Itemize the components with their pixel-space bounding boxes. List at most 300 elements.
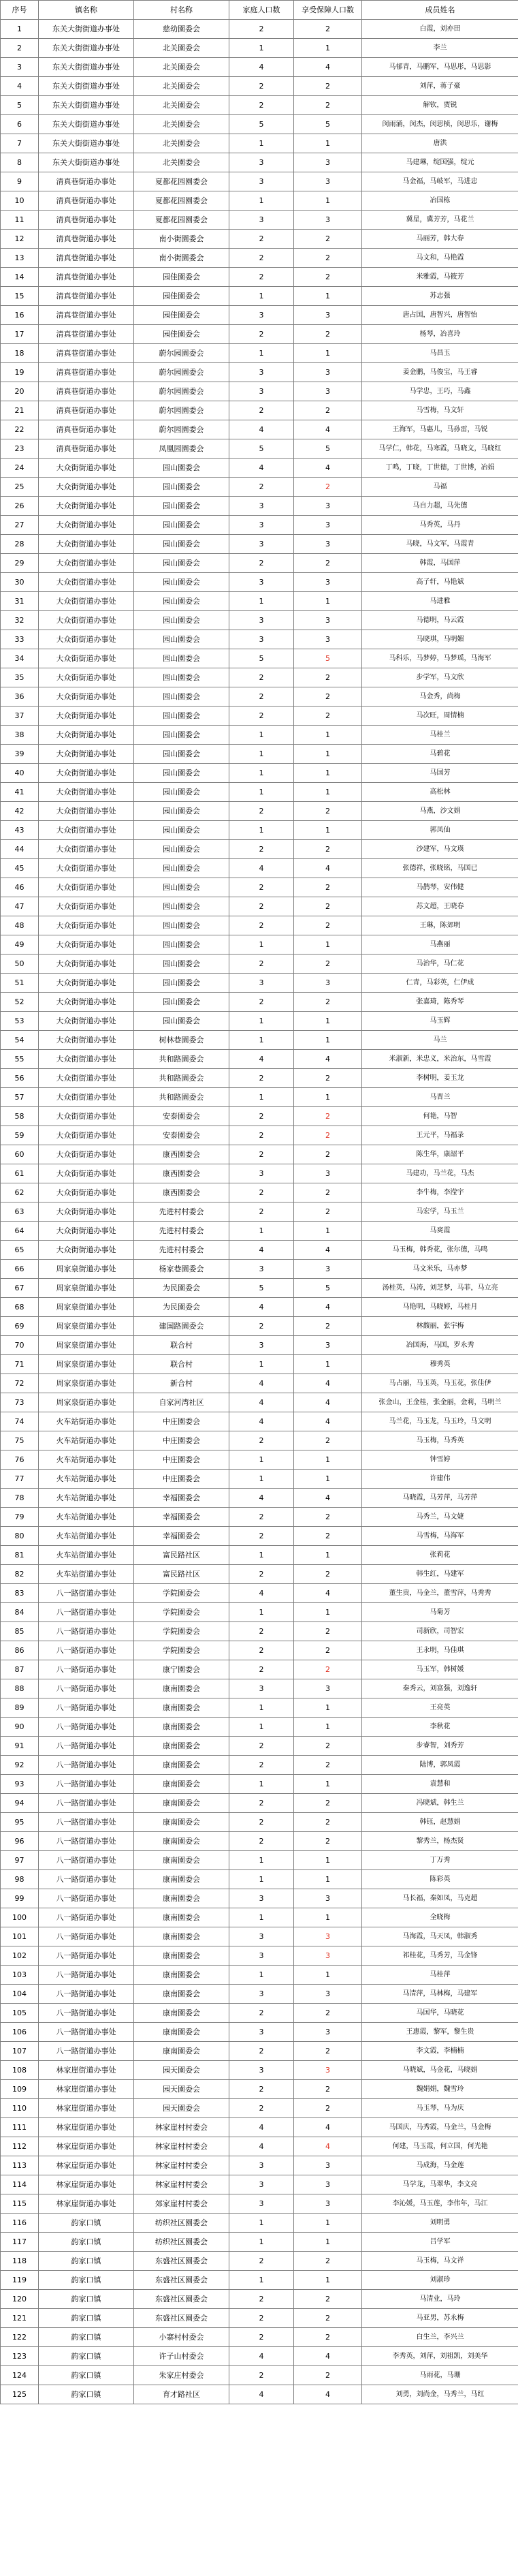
covered-count: 2 <box>294 897 362 916</box>
table-row <box>1 1851 518 1870</box>
row-number: 19 <box>1 363 39 382</box>
row-number: 77 <box>1 1470 39 1489</box>
member-names: 唐占国，唐智兴，唐智怡 <box>362 306 518 325</box>
town-name: 清真巷街道办事处 <box>39 363 134 382</box>
table-row <box>1 1355 518 1374</box>
town-name: 八一路街道办事处 <box>39 1794 134 1813</box>
row-number: 101 <box>1 1927 39 1946</box>
row-number: 79 <box>1 1508 39 1527</box>
member-names: 马福 <box>362 478 518 497</box>
table-row <box>1 1508 518 1527</box>
row-number: 93 <box>1 1775 39 1794</box>
family-count: 2 <box>229 1107 294 1126</box>
covered-count: 3 <box>294 516 362 535</box>
covered-count: 4 <box>294 459 362 478</box>
member-names: 刘明勇 <box>362 2214 518 2233</box>
covered-count: 4 <box>294 1412 362 1431</box>
covered-count: 1 <box>294 1088 362 1107</box>
covered-count: 3 <box>294 1260 362 1279</box>
member-names: 马雨花，马珊 <box>362 2366 518 2385</box>
member-names: 马艳明，马晓婷，马桂月 <box>362 1298 518 1317</box>
row-number: 88 <box>1 1679 39 1698</box>
covered-count: 1 <box>294 745 362 764</box>
village-name: 北关園委会 <box>134 77 229 96</box>
village-name: 园山園委会 <box>134 687 229 707</box>
village-name: 东盛社区園委会 <box>134 2290 229 2309</box>
member-names: 马建琳，绽国强，绽元 <box>362 153 518 172</box>
row-number: 24 <box>1 459 39 478</box>
village-name: 康南園委会 <box>134 1870 229 1889</box>
town-name: 周家泉街道办事处 <box>39 1355 134 1374</box>
town-name: 大众街街道办事处 <box>39 1241 134 1260</box>
family-count: 1 <box>229 134 294 153</box>
town-name: 大众街街道办事处 <box>39 955 134 974</box>
village-name: 北关園委会 <box>134 134 229 153</box>
table-row <box>1 1183 518 1202</box>
family-count: 3 <box>229 573 294 592</box>
table-row <box>1 2004 518 2023</box>
town-name: 火车站街道办事处 <box>39 1527 134 1546</box>
village-name: 园山園委会 <box>134 554 229 573</box>
member-names: 马燕丽 <box>362 935 518 955</box>
member-names: 张嘉琦，陈秀琴 <box>362 993 518 1012</box>
row-number: 96 <box>1 1832 39 1851</box>
table-row <box>1 687 518 707</box>
member-names: 仁青，马彩英，仁伊成 <box>362 974 518 993</box>
row-number: 33 <box>1 630 39 649</box>
village-name: 园山園委会 <box>134 993 229 1012</box>
covered-count: 1 <box>294 1355 362 1374</box>
town-name: 大众街街道办事处 <box>39 668 134 687</box>
family-count: 1 <box>229 287 294 306</box>
town-name: 周家泉街道办事处 <box>39 1374 134 1393</box>
row-number: 124 <box>1 2366 39 2385</box>
table-row <box>1 1470 518 1489</box>
town-name: 清真巷街道办事处 <box>39 306 134 325</box>
table-row <box>1 2309 518 2328</box>
row-number: 50 <box>1 955 39 974</box>
table-row <box>1 1527 518 1546</box>
village-name: 林家崖村村委会 <box>134 2156 229 2175</box>
member-names: 马文米乐，马亦梦 <box>362 1260 518 1279</box>
town-name: 大众街街道办事处 <box>39 478 134 497</box>
family-count: 2 <box>229 1813 294 1832</box>
covered-count: 4 <box>294 859 362 878</box>
table-row <box>1 592 518 611</box>
covered-count: 1 <box>294 1775 362 1794</box>
row-number: 82 <box>1 1565 39 1584</box>
family-count: 2 <box>229 840 294 859</box>
table-row <box>1 764 518 783</box>
row-number: 81 <box>1 1546 39 1565</box>
town-name: 周家泉街道办事处 <box>39 1298 134 1317</box>
member-names: 司新欣，司智宏 <box>362 1622 518 1641</box>
town-name: 大众街街道办事处 <box>39 649 134 668</box>
covered-count: 3 <box>294 1336 362 1355</box>
town-name: 大众街街道办事处 <box>39 516 134 535</box>
town-name: 清真巷街道办事处 <box>39 249 134 268</box>
village-name: 林家崖村村委会 <box>134 2118 229 2137</box>
row-number: 69 <box>1 1317 39 1336</box>
family-count: 4 <box>229 1374 294 1393</box>
row-number: 99 <box>1 1889 39 1908</box>
table-row <box>1 2252 518 2271</box>
village-name: 东盛社区園委会 <box>134 2252 229 2271</box>
covered-count: 3 <box>294 1985 362 2004</box>
village-name: 康南園委会 <box>134 1889 229 1908</box>
covered-count: 1 <box>294 935 362 955</box>
village-name: 康南園委会 <box>134 1966 229 1985</box>
member-names: 马自力超，马先德 <box>362 497 518 516</box>
row-number: 39 <box>1 745 39 764</box>
village-name: 园山園委会 <box>134 916 229 935</box>
family-count: 2 <box>229 1431 294 1450</box>
town-name: 清真巷街道办事处 <box>39 287 134 306</box>
town-name: 林家崖街道办事处 <box>39 2099 134 2118</box>
town-name: 大众街街道办事处 <box>39 897 134 916</box>
village-name: 学院園委会 <box>134 1622 229 1641</box>
member-names: 马桂兰 <box>362 726 518 745</box>
covered-count: 2 <box>294 2366 362 2385</box>
village-name: 康西園委会 <box>134 1183 229 1202</box>
town-name: 大众街街道办事处 <box>39 1069 134 1088</box>
village-name: 北关園委会 <box>134 153 229 172</box>
row-number: 108 <box>1 2061 39 2080</box>
family-count: 3 <box>229 1164 294 1183</box>
member-names: 马秀英，马丹 <box>362 516 518 535</box>
row-number: 38 <box>1 726 39 745</box>
table-row <box>1 1966 518 1985</box>
town-name: 清真巷街道办事处 <box>39 420 134 439</box>
row-number: 48 <box>1 916 39 935</box>
village-name: 园山園委会 <box>134 935 229 955</box>
village-name: 康南園委会 <box>134 1756 229 1775</box>
village-name: 慈幼園委会 <box>134 20 229 39</box>
covered-count: 3 <box>294 1889 362 1908</box>
member-names: 马进雅 <box>362 592 518 611</box>
table-row <box>1 230 518 249</box>
village-name: 富民路社区 <box>134 1565 229 1584</box>
village-name: 共和路園委会 <box>134 1050 229 1069</box>
town-name: 林家崖街道办事处 <box>39 2061 134 2080</box>
family-count: 3 <box>229 516 294 535</box>
table-row <box>1 745 518 764</box>
family-count: 2 <box>229 993 294 1012</box>
member-names: 马治华，马仁花 <box>362 955 518 974</box>
member-names: 王琳，陈郊明 <box>362 916 518 935</box>
table-row <box>1 2175 518 2194</box>
member-names: 张德祥，张晓铭，马国已 <box>362 859 518 878</box>
town-name: 火车站街道办事处 <box>39 1489 134 1508</box>
table-row <box>1 306 518 325</box>
member-names: 姜金鹏，马俊宝，马王睿 <box>362 363 518 382</box>
covered-count: 1 <box>294 191 362 211</box>
table-row <box>1 2061 518 2080</box>
town-name: 大众街街道办事处 <box>39 726 134 745</box>
member-names: 马国华，马晓花 <box>362 2004 518 2023</box>
village-name: 联合村 <box>134 1355 229 1374</box>
village-name: 园山園委会 <box>134 859 229 878</box>
town-name: 东关大街街道办事处 <box>39 134 134 153</box>
village-name: 先进村村委会 <box>134 1241 229 1260</box>
table-row <box>1 1908 518 1927</box>
covered-count: 2 <box>294 77 362 96</box>
member-names: 穆秀英 <box>362 1355 518 1374</box>
table-row <box>1 916 518 935</box>
row-number: 95 <box>1 1813 39 1832</box>
village-name: 园山園委会 <box>134 726 229 745</box>
member-names: 马金福，马岐军，马进忠 <box>362 172 518 191</box>
town-name: 林家崖街道办事处 <box>39 2194 134 2214</box>
table-row <box>1 2080 518 2099</box>
row-number: 53 <box>1 1012 39 1031</box>
row-number: 45 <box>1 859 39 878</box>
member-names: 马金秀，尚梅 <box>362 687 518 707</box>
village-name: 园山園委会 <box>134 573 229 592</box>
table-row <box>1 878 518 897</box>
table-row <box>1 382 518 401</box>
table-row <box>1 1279 518 1298</box>
family-count: 1 <box>229 2271 294 2290</box>
family-count: 4 <box>229 459 294 478</box>
table-row <box>1 2347 518 2366</box>
covered-count: 2 <box>294 1107 362 1126</box>
table-row <box>1 2099 518 2118</box>
table-row <box>1 554 518 573</box>
village-name: 蔚尔园園委会 <box>134 363 229 382</box>
row-number: 15 <box>1 287 39 306</box>
row-number: 115 <box>1 2194 39 2214</box>
table-row <box>1 1679 518 1698</box>
covered-count: 2 <box>294 2080 362 2099</box>
member-names: 陆博，郭凤霞 <box>362 1756 518 1775</box>
family-count: 1 <box>229 2233 294 2252</box>
family-count: 4 <box>229 420 294 439</box>
header-covered-count: 享受保障人口数 <box>294 1 362 20</box>
table-row <box>1 153 518 172</box>
village-name: 康南園委会 <box>134 1832 229 1851</box>
family-count: 1 <box>229 783 294 802</box>
row-number: 40 <box>1 764 39 783</box>
row-number: 118 <box>1 2252 39 2271</box>
table-row <box>1 1374 518 1393</box>
village-name: 园山園委会 <box>134 878 229 897</box>
header-village: 村名称 <box>134 1 229 20</box>
family-count: 2 <box>229 401 294 420</box>
row-number: 8 <box>1 153 39 172</box>
covered-count: 5 <box>294 115 362 134</box>
covered-count: 1 <box>294 783 362 802</box>
town-name: 周家泉街道办事处 <box>39 1336 134 1355</box>
row-number: 97 <box>1 1851 39 1870</box>
family-count: 2 <box>229 687 294 707</box>
family-count: 4 <box>229 1298 294 1317</box>
town-name: 八一路街道办事处 <box>39 1584 134 1603</box>
table-row <box>1 1718 518 1737</box>
table-row <box>1 649 518 668</box>
covered-count: 2 <box>294 2290 362 2309</box>
town-name: 大众街街道办事处 <box>39 821 134 840</box>
family-count: 3 <box>229 2061 294 2080</box>
village-name: 杨家巷園委会 <box>134 1260 229 1279</box>
village-name: 为民園委会 <box>134 1279 229 1298</box>
village-name: 树林巷園委会 <box>134 1031 229 1050</box>
row-number: 30 <box>1 573 39 592</box>
row-number: 1 <box>1 20 39 39</box>
town-name: 大众街街道办事处 <box>39 878 134 897</box>
row-number: 116 <box>1 2214 39 2233</box>
member-names: 李秋花 <box>362 1718 518 1737</box>
table-row <box>1 611 518 630</box>
covered-count: 1 <box>294 344 362 363</box>
row-number: 66 <box>1 1260 39 1279</box>
village-name: 康南園委会 <box>134 2023 229 2042</box>
family-count: 2 <box>229 1622 294 1641</box>
member-names: 王惠霞，黎军，黎生贵 <box>362 2023 518 2042</box>
town-name: 韵家口镇 <box>39 2366 134 2385</box>
table-row <box>1 20 518 39</box>
row-number: 34 <box>1 649 39 668</box>
family-count: 2 <box>229 1508 294 1527</box>
row-number: 21 <box>1 401 39 420</box>
family-count: 2 <box>229 230 294 249</box>
covered-count: 1 <box>294 1698 362 1718</box>
family-count: 2 <box>229 268 294 287</box>
village-name: 康南園委会 <box>134 1698 229 1718</box>
member-names: 马学忠，王巧，马鑫 <box>362 382 518 401</box>
covered-count: 2 <box>294 916 362 935</box>
table-row <box>1 1946 518 1966</box>
town-name: 八一路街道办事处 <box>39 1641 134 1660</box>
covered-count: 3 <box>294 1164 362 1183</box>
member-names: 马玉军，韩树媛 <box>362 1660 518 1679</box>
member-names: 马玉梅，马文祥 <box>362 2252 518 2271</box>
village-name: 园山園委会 <box>134 955 229 974</box>
member-names: 马国庆，马秀霞，马金兰，马金梅 <box>362 2118 518 2137</box>
row-number: 122 <box>1 2328 39 2347</box>
town-name: 大众街街道办事处 <box>39 535 134 554</box>
table-row <box>1 1794 518 1813</box>
row-number: 109 <box>1 2080 39 2099</box>
row-number: 64 <box>1 1222 39 1241</box>
covered-count: 2 <box>294 1145 362 1164</box>
member-names: 马长福，秦如凤，马克超 <box>362 1889 518 1908</box>
village-name: 康南園委会 <box>134 2042 229 2061</box>
table-row <box>1 630 518 649</box>
covered-count: 3 <box>294 2175 362 2194</box>
village-name: 林家崖村村委会 <box>134 2137 229 2156</box>
family-count: 3 <box>229 1946 294 1966</box>
table-row <box>1 707 518 726</box>
row-number: 37 <box>1 707 39 726</box>
family-count: 4 <box>229 2347 294 2366</box>
village-name: 东盛社区園委会 <box>134 2271 229 2290</box>
covered-count: 1 <box>294 764 362 783</box>
town-name: 八一路街道办事处 <box>39 1737 134 1756</box>
village-name: 康南園委会 <box>134 1946 229 1966</box>
row-number: 73 <box>1 1393 39 1412</box>
town-name: 韵家口镇 <box>39 2328 134 2347</box>
village-name: 中庄園委会 <box>134 1470 229 1489</box>
town-name: 大众街街道办事处 <box>39 1222 134 1241</box>
town-name: 八一路街道办事处 <box>39 1718 134 1737</box>
covered-count: 4 <box>294 1374 362 1393</box>
town-name: 大众街街道办事处 <box>39 840 134 859</box>
town-name: 韵家口镇 <box>39 2290 134 2309</box>
row-number: 92 <box>1 1756 39 1775</box>
covered-count: 2 <box>294 668 362 687</box>
family-count: 2 <box>229 249 294 268</box>
family-count: 2 <box>229 2252 294 2271</box>
town-name: 大众街街道办事处 <box>39 935 134 955</box>
town-name: 林家崖街道办事处 <box>39 2137 134 2156</box>
member-names: 韩生红，马建军 <box>362 1565 518 1584</box>
row-number: 91 <box>1 1737 39 1756</box>
town-name: 大众街街道办事处 <box>39 802 134 821</box>
member-names: 张莉花 <box>362 1546 518 1565</box>
town-name: 清真巷街道办事处 <box>39 439 134 459</box>
table-row <box>1 535 518 554</box>
covered-count: 1 <box>294 1966 362 1985</box>
family-count: 3 <box>229 611 294 630</box>
row-number: 46 <box>1 878 39 897</box>
member-names: 刘淑珍 <box>362 2271 518 2290</box>
member-names: 汤桂英，马涛，刘芝梦，马菲，马立亮 <box>362 1279 518 1298</box>
member-names: 袁慧和 <box>362 1775 518 1794</box>
family-count: 1 <box>229 935 294 955</box>
village-name: 康南園委会 <box>134 1775 229 1794</box>
town-name: 清真巷街道办事处 <box>39 172 134 191</box>
village-name: 蔚尔园園委会 <box>134 401 229 420</box>
family-count: 3 <box>229 2023 294 2042</box>
village-name: 康西園委会 <box>134 1164 229 1183</box>
table-row <box>1 2271 518 2290</box>
village-name: 园天園委会 <box>134 2080 229 2099</box>
village-name: 先进村村委会 <box>134 1202 229 1222</box>
family-count: 1 <box>229 592 294 611</box>
village-name: 小寨村村委会 <box>134 2328 229 2347</box>
row-number: 113 <box>1 2156 39 2175</box>
village-name: 康宁園委会 <box>134 1660 229 1679</box>
family-count: 1 <box>229 1470 294 1489</box>
town-name: 大众街街道办事处 <box>39 592 134 611</box>
village-name: 园山園委会 <box>134 459 229 478</box>
covered-count: 3 <box>294 363 362 382</box>
town-name: 大众街街道办事处 <box>39 916 134 935</box>
covered-count: 1 <box>294 1222 362 1241</box>
town-name: 大众街街道办事处 <box>39 497 134 516</box>
table-row <box>1 859 518 878</box>
town-name: 林家崖街道办事处 <box>39 2118 134 2137</box>
table-row <box>1 58 518 77</box>
town-name: 八一路街道办事处 <box>39 1756 134 1775</box>
town-name: 大众街街道办事处 <box>39 707 134 726</box>
town-name: 韵家口镇 <box>39 2347 134 2366</box>
table-row <box>1 1298 518 1317</box>
village-name: 建国路園委会 <box>134 1317 229 1336</box>
row-number: 100 <box>1 1908 39 1927</box>
town-name: 火车站街道办事处 <box>39 1565 134 1584</box>
row-number: 57 <box>1 1088 39 1107</box>
member-names: 刘萍，蒋子豪 <box>362 77 518 96</box>
village-name: 共和路園委会 <box>134 1088 229 1107</box>
member-names: 董生贵，马金兰，董雪萍，马秀秀 <box>362 1584 518 1603</box>
table-row <box>1 668 518 687</box>
table-row <box>1 516 518 535</box>
town-name: 韵家口镇 <box>39 2252 134 2271</box>
family-count: 5 <box>229 439 294 459</box>
family-count: 3 <box>229 1985 294 2004</box>
